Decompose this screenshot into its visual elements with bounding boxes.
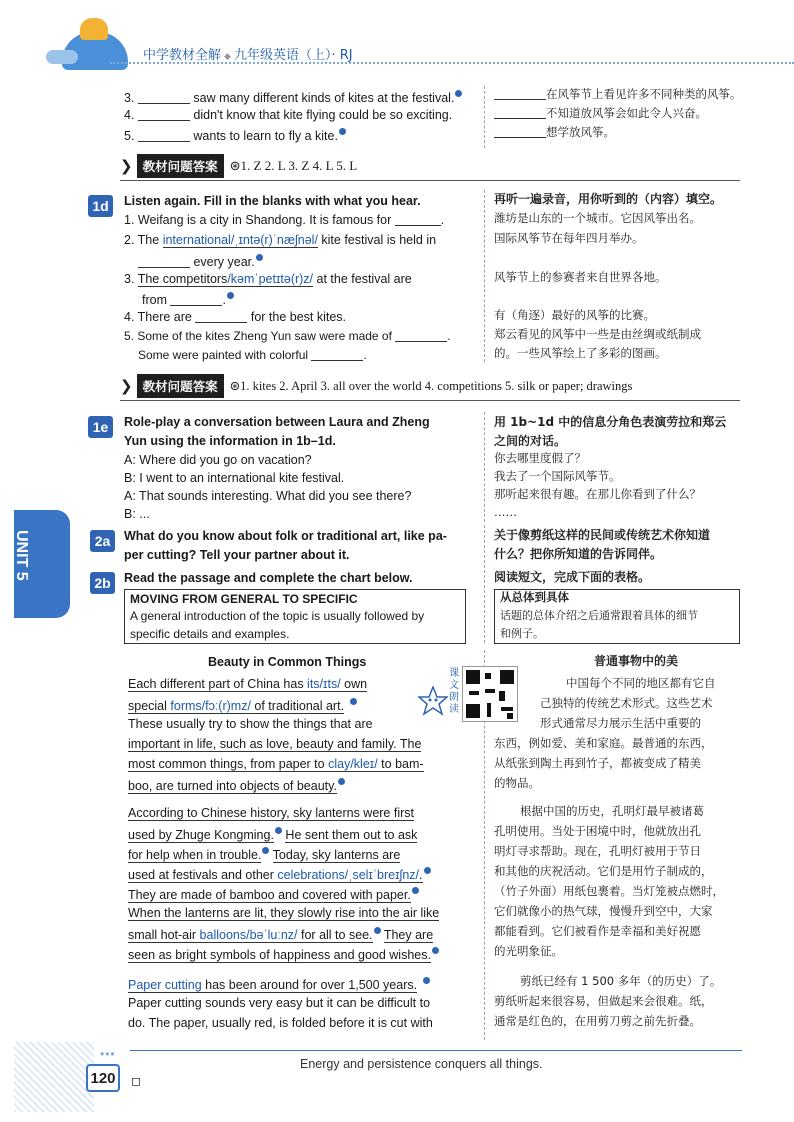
footer-quote: Energy and persistence conquers all things.: [300, 1057, 543, 1071]
item-1d-2-cont: every year.: [138, 254, 263, 269]
item-1d-4-zh: 有（角逐）最好的风筝的比赛。: [494, 308, 655, 322]
item-1d-5b-zh: 的。一些风筝绘上了多彩的图画。: [494, 346, 667, 360]
answer-text: ⊛1. kites 2. April 3. all over the world 4. competitions 5. silk or paper; drawings: [229, 379, 633, 393]
star-mascot-icon: [418, 686, 448, 716]
footer-dots: •••: [100, 1047, 116, 1061]
strategy-box-title-zh: 从总体到具体: [500, 590, 569, 604]
activity-tag-1e: 1e: [88, 416, 113, 438]
footer-pattern: [14, 1042, 94, 1112]
section-2a-line-2: per cutting? Tell your partner about it.: [124, 548, 350, 562]
section-1d-title-zh: 再听一遍录音，用你听到的（内容）填空。: [494, 192, 723, 206]
column-divider: [484, 412, 485, 522]
passage-line: used at festivals and other celebrations/ˌselɪˈbreɪʃnz/.: [128, 867, 431, 882]
dialogue-line-zh: 我去了一个国际风筝节。: [494, 469, 621, 483]
answer-text: ⊛1. Z 2. L 3. Z 4. L 5. L: [229, 158, 358, 173]
logo-wing-icon: [46, 50, 78, 64]
passage-line: small hot-air balloons/bəˈluːnz/ for all to see. They are: [128, 928, 434, 943]
passage-line-zh: 通常是红色的，在用剪刀剪之前先折叠。: [494, 1014, 701, 1028]
answer-rule: [120, 400, 740, 401]
passage-line-zh: 的物品。: [494, 776, 540, 790]
chevron-right-icon: ❯: [120, 158, 133, 175]
passage-line-zh: 中国每个不同的地区都有它自: [566, 676, 716, 690]
passage-line: Paper cutting sounds very easy but it can be difficult to: [128, 996, 431, 1010]
item-1d-1: 1. Weifang is a city in Shandong. It is famous for .: [124, 213, 445, 227]
answer-bar-1: [120, 154, 357, 178]
page-number: 120: [86, 1064, 120, 1092]
item-1d-5: 5. Some of the kites Zheng Yun saw were made of .: [124, 329, 451, 343]
passage-line-zh: 剪纸已经有 1 500 多年（的历史）了。: [520, 974, 722, 988]
dialogue-line-zh: ……: [494, 505, 517, 519]
qr-code-icon[interactable]: [462, 666, 518, 722]
column-divider: [484, 525, 485, 643]
item-1d-4: 4. There are for the best kites.: [124, 310, 347, 324]
section-2a-zh-1: 关于像剪纸这样的民间或传统艺术你知道: [494, 528, 711, 542]
strategy-box-title: MOVING FROM GENERAL TO SPECIFIC: [130, 592, 358, 606]
passage-line-zh: 剪纸听起来很容易，但做起来会很难。纸，: [494, 994, 713, 1008]
passage-line: These usually try to show the things that are: [128, 717, 373, 731]
passage-line: When the lanterns are lit, they slowly rise into the air like: [128, 906, 440, 920]
dialogue-line: B: ...: [124, 507, 150, 521]
passage-title-zh: 普通事物中的美: [594, 654, 679, 668]
passage-line: Paper cutting has been around for over 1,500 years.: [128, 977, 430, 992]
passage-line: do. The paper, usually red, is folded before it is cut with: [128, 1016, 433, 1030]
dialogue-line: A: Where did you go on vacation?: [124, 453, 312, 467]
strategy-box-text-1: A general introduction of the topic is usually followed by: [130, 609, 425, 623]
top-row-4-zh: 不知道放风筝会如此令人兴奋。: [494, 107, 707, 120]
chevron-right-icon: ❯: [120, 378, 133, 395]
strategy-box-text-zh-2: 和例子。: [500, 627, 544, 640]
activity-tag-2a: 2a: [90, 530, 115, 552]
top-row-5-zh: 想学放风筝。: [494, 126, 615, 139]
section-1e-title-zh-2: 之间的对话。: [494, 434, 567, 448]
passage-line-zh: 从纸张到陶土再到竹子，都被变成了精美: [494, 756, 701, 770]
passage-line: seen as bright symbols of happiness and good wishes.: [128, 947, 439, 962]
header-title: 中学教材全解 ◆ 九年级英语（上）· RJ: [143, 48, 353, 63]
section-2b-instruction-zh: 阅读短文，完成下面的表格。: [494, 570, 651, 584]
section-2a-line-1: What do you know about folk or traditional art, like pa-: [124, 529, 447, 543]
passage-line-zh: 己独特的传统艺术形式。这些艺术: [540, 696, 713, 710]
item-1d-5-zh: 郑云看见的风筝中一些是由丝绸或纸制成: [494, 327, 701, 341]
dialogue-line: A: That sounds interesting. What did you see there?: [124, 489, 412, 503]
answer-tag: 教材问题答案: [137, 154, 224, 178]
answer-rule: [120, 180, 740, 181]
footer-rule: [130, 1050, 742, 1051]
page-header: [0, 0, 794, 80]
footer-square-icon: [132, 1078, 140, 1086]
dialogue-line: B: I went to an international kite festival.: [124, 471, 345, 485]
passage-line-zh: 形式通常尽力展示生活中重要的: [540, 716, 701, 730]
passage-line-zh: 孔明使用。当处于困境中时，他就放出孔: [494, 824, 701, 838]
item-1d-3: 3. The competitors/kəmˈpetɪtə(r)z/ at the festival are: [124, 272, 412, 286]
top-row-4: 4. didn't know that kite flying could be so exciting.: [124, 108, 453, 122]
item-1d-2: 2. The international/ˌɪntə(r)ˈnæʃnəl/ kite festival is held in: [124, 233, 437, 247]
item-1d-1-zh: 潍坊是山东的一个城市。它因风筝出名。: [494, 211, 701, 225]
passage-line: important in life, such as love, beauty and family. The: [128, 737, 422, 751]
passage-line-zh: 根据中国的历史，孔明灯最早被诸葛: [520, 804, 704, 818]
dialogue-line-zh: 你去哪里度假了？: [494, 451, 586, 465]
column-divider: [484, 190, 485, 362]
section-1d-title: Listen again. Fill in the blanks with what you hear.: [124, 194, 421, 208]
passage-line-zh: 的光明象征。: [494, 944, 563, 958]
passage-line: According to Chinese history, sky lanterns were first: [128, 806, 414, 820]
passage-line-zh: 明灯寻求帮助。现在，孔明灯被用于节日: [494, 844, 701, 858]
header-dotted-rule: [110, 62, 794, 64]
section-2b-instruction: Read the passage and complete the chart below.: [124, 571, 413, 585]
section-1e-title-2: Yun using the information in 1b–1d.: [124, 434, 336, 448]
passage-line: for help when in trouble. Today, sky lanterns are: [128, 848, 401, 863]
strategy-box-text-zh-1: 话题的总体介绍之后通常跟着具体的细节: [500, 609, 698, 622]
item-1d-3-cont: from .: [142, 292, 234, 307]
strategy-box-text-2: specific details and examples.: [130, 627, 290, 641]
unit-label: UNIT 5: [13, 530, 30, 581]
book-title: 中学教材全解: [143, 48, 222, 63]
passage-line-zh: 和其他的庆祝活动。它们是用竹子制成的，: [494, 864, 713, 878]
passage-line-zh: 东西，例如爱、美和家庭。最普通的东西，: [494, 736, 713, 750]
activity-tag-2b: 2b: [90, 572, 115, 594]
column-divider: [484, 86, 485, 148]
passage-line: They are made of bamboo and covered with paper.: [128, 887, 419, 902]
section-2a-zh-2: 什么？把你所知道的告诉同伴。: [494, 547, 663, 561]
passage-line: most common things, from paper to clay/kleɪ/ to bam-: [128, 757, 424, 771]
passage-line: used by Zhuge Kongming. He sent them out to ask: [128, 828, 418, 843]
section-1e-title-zh: 用 1b~1d 中的信息分角色表演劳拉和郑云: [494, 415, 727, 429]
item-1d-2-zh: 国际风筝节在每年四月举办。: [494, 231, 644, 245]
passage-line: Each different part of China has its/ɪts/ own: [128, 677, 368, 691]
passage-line-zh: （竹子外面）用纸包裹着。当灯笼被点燃时，: [494, 884, 724, 898]
answer-tag: 教材问题答案: [137, 374, 224, 398]
section-1e-title: Role-play a conversation between Laura and Zheng: [124, 415, 430, 429]
passage-line: boo, are turned into objects of beauty.: [128, 778, 345, 793]
passage-title: Beauty in Common Things: [208, 655, 367, 669]
top-row-5: 5. wants to learn to fly a kite.: [124, 128, 346, 143]
answer-bar-2: [120, 374, 632, 398]
activity-tag-1d: 1d: [88, 195, 113, 217]
top-row-3-zh: 在风筝节上看见许多不同种类的风筝。: [494, 88, 742, 101]
book-subtitle: 九年级英语（上）· RJ: [233, 48, 353, 63]
passage-line-zh: 都能看到。它们被看作是幸福和美好祝愿: [494, 924, 701, 938]
item-1d-5-cont: Some were painted with colorful .: [138, 348, 367, 362]
read-aloud-label: 课文朗读: [449, 668, 459, 715]
dialogue-line-zh: 那听起来很有趣。在那儿你看到了什么？: [494, 487, 701, 501]
passage-line-zh: 它们就像小的热气球，慢慢升到空中，大家: [494, 904, 713, 918]
passage-line: special forms/fɔː(r)mz/ of traditional art.: [128, 698, 357, 713]
item-1d-3-zh: 风筝节上的参赛者来自世界各地。: [494, 270, 667, 284]
top-row-3: 3. saw many different kinds of kites at the festival.: [124, 90, 462, 105]
